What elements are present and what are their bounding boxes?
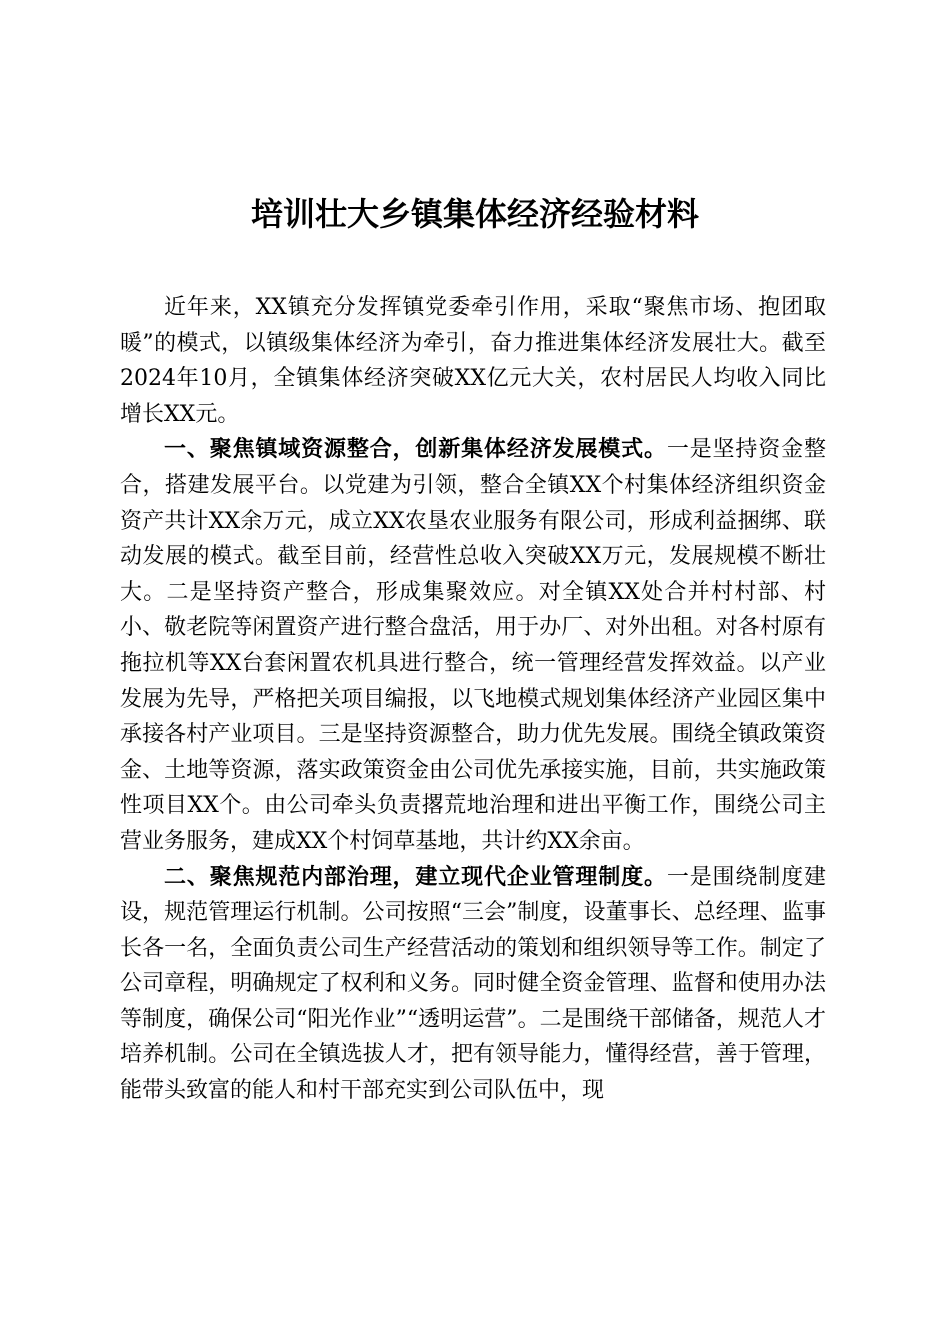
intro-paragraph <box>120 290 826 432</box>
document-title: 培训壮大乡镇集体经济经验材料 <box>250 195 699 233</box>
section-one-heading: 一、聚焦镇域资源整合，创新集体经济发展模式。 <box>164 437 667 463</box>
section-one-paragraph <box>120 432 826 859</box>
paragraph-text: 近年来，XX镇充分发挥镇党委牵引作用，采取“聚焦市场、抱团取暖”的模式，以镇级集体经济为牵引，奋力推进集体经济发展壮大。截至2024年10月，全镇集体经济突破XX亿元大关，农村居民人均收入同比增长XX元。 <box>120 295 826 427</box>
paragraph-text: 一是围绕制度建设，规范管理运行机制。公司按照“三会”制度，设董事长、总经理、监事长各一名，全面负责公司生产经营活动的策划和组织领导等工作。制定了公司章程，明确规定了权利和义务。同时健全资金管理、监督和使用办法等制度，确保公司“阳光作业”“透明运营”。二是围绕干部储备，规范人才培养机制。公司在全镇选拔人才，把有领导能力，懂得经营，善于管理，能带头致富的能人和村干部充实到公司队伍中，现 <box>120 864 826 1104</box>
paragraph-text: 一是坚持资金整合，搭建发展平台。以党建为引领，整合全镇XX个村集体经济组织资金资产共计XX余万元，成立XX农垦农业服务有限公司，形成利益捆绑、联动发展的模式。截至目前，经营性总收入突破XX万元，发展规模不断壮大。二是坚持资产整合，形成集聚效应。对全镇XX处合并村村部、村小、敬老院等闲置资产进行整合盘活，用于办厂、对外出租。对各村原有拖拉机等XX台套闲置农机具进行整合，统一管理经营发挥效益。以产业发展为先导，严格把关项目编报，以飞地模式规划集体经济产业园区集中承接各村产业项目。三是坚持资源整合，助力优先发展。围绕全镇政策资金、土地等资源，落实政策资金由公司优先承接实施，目前，共实施政策性项目XX个。由公司牵头负责撂荒地治理和进出平衡工作，围绕公司主营业务服务，建成XX个村饲草基地，共计约XX余亩。 <box>120 437 826 854</box>
document-body <box>120 290 826 1109</box>
section-two-heading: 二、聚焦规范内部治理，建立现代企业管理制度。 <box>164 864 667 890</box>
section-two-paragraph <box>120 860 826 1109</box>
